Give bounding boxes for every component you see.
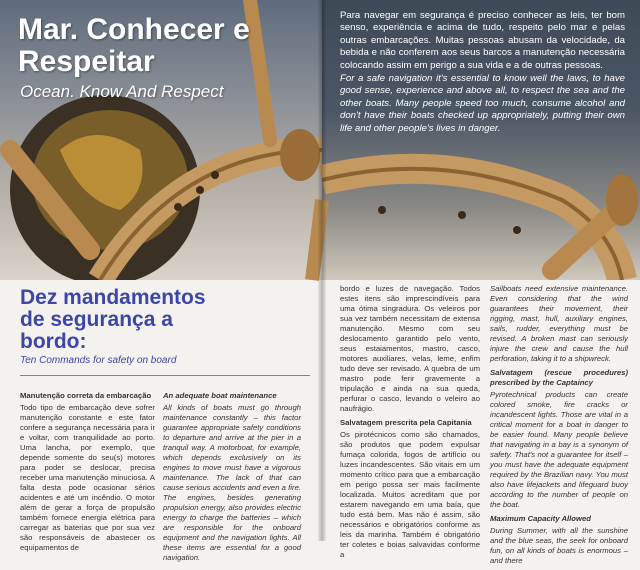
right-page <box>322 0 640 565</box>
column-heading: Maximum Capacity Allowed <box>490 514 591 523</box>
left-page <box>0 0 322 562</box>
column-body: During Summer, with all the sunshine and the blue seas, the seek for onboard fun, on all kinds of boats is enormous – and there <box>490 526 628 565</box>
column-portuguese-maintenance <box>20 391 155 557</box>
column-body: Pyrotechnical products can create colored smoke, fire cracks or incandescent lights. Those are vital in a critical moment for a boat in danger to be easier found. Many people believe that navigating in a bay is a synonym of safety. That's not a guarantee for itself – you must have the adequate equipment required by the Brazilian navy. You must also have lifejackets and lifeguard buoy according to the number of people on the boat. <box>490 390 628 509</box>
column-heading: Manutenção correta da embarcação <box>20 391 152 400</box>
title-line-2: Respeitar <box>18 45 155 78</box>
section-title: Dez mandamentos de segurança a bordo: <box>20 286 206 353</box>
column-body: Sailboats need extensive maintenance. Even considering that the wind guarantees their movement, their rigging, mast, hull, auxiliary engines, sails, rudder, everything must be revised. A broken mast can seriously injure the crew and cause the hull perforation, taking it to a shipwreck. <box>490 284 628 363</box>
column-body: Os pirotécnicos como são chamados, são produtos que podem expulsar fumaça colorida, fogos de artifício ou luzes incandescentes. São vitais em um momento crítico para que a embarcação em perigo possa ser mais facilmente localizada. Muitos acreditam que por estarem navegando em uma baía, que tudo está bem. Mas não é assim, são necessários e obrigatórios conforme as leis da marinha. Também é obrigatório ter coletes e boias salvavidas conforme a <box>340 430 480 559</box>
intro-english: For a safe navigation it's essential to know well the laws, to have good sense, experience and above all, to respect the sea and the other boats. Many people speed too much, consume alcohol and don't have their boats checked up appropriately, putting their own life and other people's lives in danger. <box>340 73 625 134</box>
column-heading: Salvatagem prescrita pela Capitania <box>340 418 472 427</box>
column-body: Todo tipo de embarcação deve sofrer manutenção constante e este fator confere a segurança necessária para ir e voltar, com tranquilidade ao porto. Uma lancha, por exemplo, que depende somente do seu(s) motores para poder se deslocar, precisa receber uma manutenção minuciosa. A falta desta pode ocasionar sérios acidentes e até um incêndio. O motor além de gerar a força de propulsão também fornece energia elétrica para carregar as baterias que por sua vez são responsáveis de abastecer os equipamentos de <box>20 403 155 552</box>
column-body: All kinds of boats must go through maintenance constantly – this factor guarantee appropriate safety conditions to departure and arrive at the pier in a tranquil way. A motorboat, for example, which depends exclusively on its engines to move must have a vigorous maintenance. The lack of that can cause serious accidents and even a fire. The engines, besides generating propulsion energy, also provides electric energy to charge the batteries – which are responsible for the onboard equipment and the navigation lights. All these items are essential for a good navigation. <box>163 403 301 562</box>
column-english-maintenance <box>163 391 301 567</box>
section-subtitle: Ten Commands for safety on board <box>20 355 177 366</box>
column-heading: An adequate boat maintenance <box>163 391 277 400</box>
intro-portuguese: Para navegar em segurança é preciso conhecer as leis, ter bom senso, experiência e acima de tudo, respeito pelo mar e pelas outras embarcações. Muitas pessoas abusam da velocidade, da bebida e não conferem aos seus barcos a manutenção necessária colocando assim em perigo a sua vida e a de outras pessoas. <box>340 10 625 71</box>
page-subtitle: Ocean. Know And Respect <box>20 82 224 101</box>
page-spine <box>318 0 326 541</box>
column-heading: Salvatagem (rescue procedures) prescribed by the Captaincy <box>490 368 628 387</box>
column-body: bordo e luzes de navegação. Todos estes itens são imprescindíveis para uma ótima singradura. Os veleiros por sua vez também necessitam de extensa manutenção. Mesmo com seu deslocamento garantido pelo vento, seus estaiamentos, mastro, casco, motores auxiliares, velas, leme, enfim tudo deve ser revisado. A quebra de um mastro pode ferir gravemente a tripulação e ainda na sua queda, perfurar o casco, levando o veleiro ao naufrágio. <box>340 284 480 413</box>
column-english-continued <box>490 284 628 570</box>
title-line-1: Mar. Conhecer e <box>18 13 250 46</box>
divider <box>20 375 310 376</box>
page-title <box>18 14 250 78</box>
column-portuguese-continued <box>340 284 480 564</box>
